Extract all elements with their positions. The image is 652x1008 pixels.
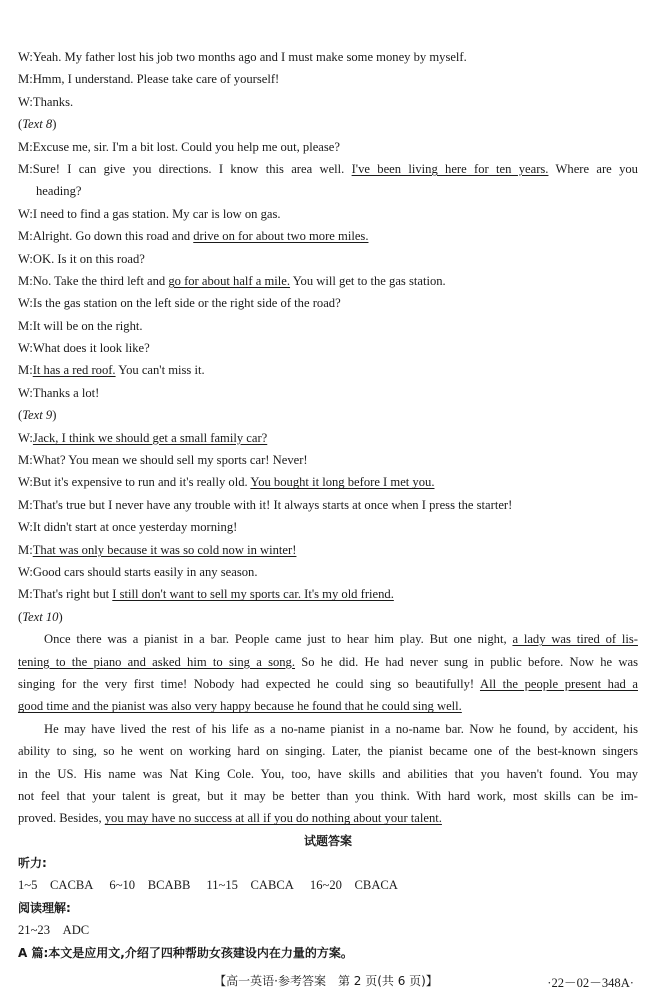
passage-line: Once there was a pianist in a bar. People came just to hear him play. But one night, a lady was tired of lis- <box>44 632 638 647</box>
text-9-label: (Text 9) <box>18 408 57 423</box>
underlined-answer: I've been living here for ten years. <box>351 161 549 176</box>
page-footer <box>0 972 652 992</box>
passage-a-summary: A 篇:本文是应用文,介绍了四种帮助女孩建设内在力量的方案。 <box>18 945 353 960</box>
passage-line: proved. Besides, you may have no success at all if you do nothing about your talent. <box>18 811 442 826</box>
dialog-line: W:What does it look like? <box>18 341 150 356</box>
underlined-answer: Jack, I think we should get a small family car? <box>32 430 268 445</box>
underlined-answer: tening to the piano and asked him to sing a song. <box>18 654 296 669</box>
dialog-line: M:Sure! I can give you directions. I know this area well. I've been living here for ten years. Where are you <box>18 161 638 176</box>
answers-title: 试题答案 <box>303 833 352 848</box>
dialog-line: M:What? You mean we should sell my sports car! Never! <box>18 453 308 468</box>
underlined-answer: drive on for about two more miles. <box>193 229 369 244</box>
listening-answers: 1~5 CACBA 6~10 BCABB 11~15 CABCA 16~20 CBACA <box>18 878 398 893</box>
dialog-line: W:OK. Is it on this road? <box>18 251 145 266</box>
underlined-answer: you may have no success at all if you do nothing about your talent. <box>104 811 442 826</box>
passage-line: tening to the piano and asked him to sing a song. So he did. He had never sung in public before. Now he was <box>18 654 638 669</box>
underlined-answer: good time and the pianist was also very happy because he found that he could sing well. <box>18 699 462 714</box>
dialog-line: heading? <box>36 184 82 199</box>
dialog-line: W:I need to find a gas station. My car is low on gas. <box>18 206 281 221</box>
dialog-line: W:Yeah. My father lost his job two months ago and I must make some money by myself. <box>18 50 467 64</box>
reading-label: 阅读理解: <box>18 900 71 915</box>
passage-line: in the US. His name was Nat King Cole. You, too, have skills and abilities that you haven't found. You may <box>18 766 638 781</box>
footer-page-info: 【高一英语·参考答案 第 2 页(共 6 页)】 <box>214 974 438 988</box>
dialog-line: W:Thanks a lot! <box>18 385 100 400</box>
dialog-line: M:That's true but I never have any trouble with it! It always starts at once when I press the starter! <box>18 497 513 512</box>
underlined-answer: a lady was tired of lis- <box>512 632 638 647</box>
underlined-answer: go for about half a mile. <box>168 273 291 288</box>
passage-line <box>18 695 638 717</box>
underlined-answer: That was only because it was so cold now in winter! <box>32 542 297 557</box>
text-10-label: (Text 10) <box>18 609 63 624</box>
dialog-line: M:It has a red roof. You can't miss it. <box>18 363 205 378</box>
dialog-line: M:Excuse me, sir. I'm a bit lost. Could you help me out, please? <box>18 139 340 154</box>
answer-key-page <box>18 46 638 964</box>
dialog-line: M:That was only because it was so cold now in winter! <box>18 542 297 557</box>
dialog-line: W:Is the gas station on the left side or the right side of the road? <box>18 296 341 311</box>
dialog-line: M:Hmm, I understand. Please take care of yourself! <box>18 72 280 87</box>
underlined-answer: I still don't want to sell my sports car. It's my old friend. <box>112 587 394 602</box>
dialog-line: W:Jack, I think we should get a small family car? <box>18 430 268 445</box>
dialog-line: W:It didn't start at once yesterday morning! <box>18 520 238 535</box>
dialog-line: M:Alright. Go down this road and drive on for about two more miles. <box>18 229 369 244</box>
dialog-line: W:Good cars should starts easily in any season. <box>18 564 258 579</box>
text-8-label: (Text 8) <box>18 117 57 132</box>
underlined-answer: All the people present had a <box>479 676 638 691</box>
underlined-answer: You bought it long before I met you. <box>250 475 435 490</box>
dialog-line: M:No. Take the third left and go for about half a mile. You will get to the gas station. <box>18 273 446 288</box>
reading-answers: 21~23 ADC <box>18 923 90 938</box>
passage-line: not feel that your talent is great, but it may be better than you think. With hard work, most skills can be im- <box>18 788 638 803</box>
footer-code: ·22－02－348A· <box>547 976 634 990</box>
passage-line: ability to sing, so he went on working hard on singing. Later, the pianist became one of the best-known singers <box>18 744 638 759</box>
dialog-line: M:That's right but I still don't want to sell my sports car. It's my old friend. <box>18 587 394 602</box>
dialog-line: W:But it's expensive to run and it's really old. You bought it long before I met you. <box>18 475 435 490</box>
listening-label: 听力: <box>18 856 47 871</box>
passage-line: He may have lived the rest of his life as a no-name pianist in a no-name bar. Now he found, by accident, his <box>44 721 638 736</box>
passage-line: singing for the very first time! Nobody had expected he could sing so beautifully! All the people present had a <box>18 676 638 691</box>
dialog-line: W:Thanks. <box>18 94 74 109</box>
underlined-answer: It has a red roof. <box>32 363 116 378</box>
dialog-line: M:It will be on the right. <box>18 318 143 333</box>
